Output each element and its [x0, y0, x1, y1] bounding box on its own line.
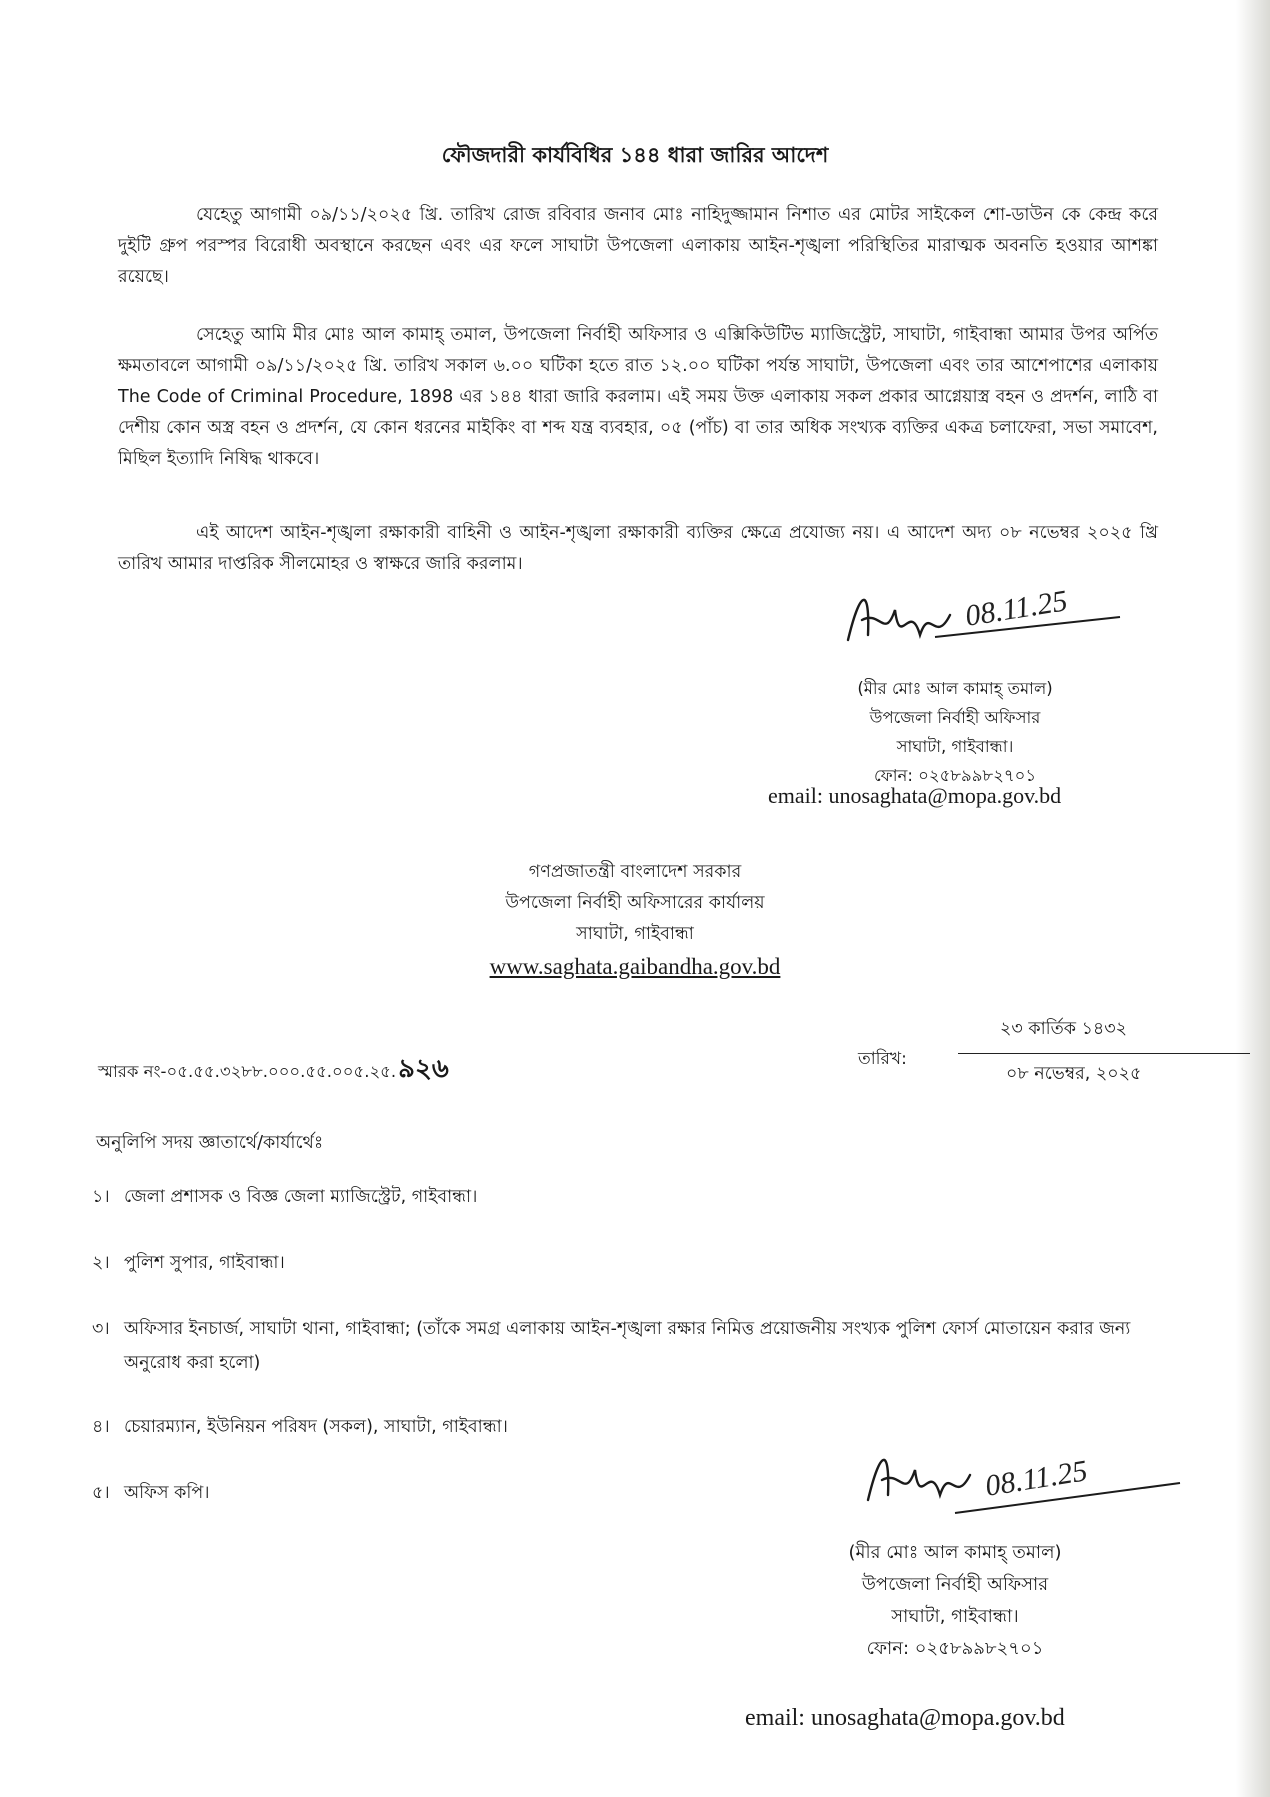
copy-item: ২। পুলিশ সুপার, গাইবান্ধা।: [92, 1253, 285, 1273]
date-label: তারিখ:: [858, 1049, 907, 1069]
copy-item: ৫। অফিস কপি।: [92, 1483, 210, 1503]
signatory-phone: ফোন: ০২৫৮৯৯৮২৭০১: [866, 1638, 1044, 1659]
signatory-location: সাঘাটা, গাইবান্ধা।: [891, 1606, 1019, 1627]
signature-date: 08.11.25: [962, 584, 1070, 633]
office-website-link[interactable]: www.saghata.gaibandha.gov.bd: [489, 954, 781, 979]
memo-number-prefix: স্মারক নং-০৫.৫৫.৩২৮৮.০০০.৫৫.০০৫.২৫.: [98, 1062, 397, 1081]
signatory-email: email: unosaghata@mopa.gov.bd: [768, 783, 1062, 808]
signatory-name: (মীর মোঃ আল কামাহ্ তমাল): [848, 1542, 1062, 1563]
order-title: ফৌজদারী কার্যবিধির ১৪৪ ধারা জারির আদেশ: [441, 143, 829, 167]
memo-number-handwritten: ৯২৬: [398, 1054, 449, 1084]
date-divider: [958, 1053, 1250, 1054]
signature-date-2: 08.11.25: [982, 1454, 1090, 1503]
signatory-phone: ফোন: ০২৫৮৯৯৮২৭০১: [873, 766, 1037, 785]
date-bangla: ২৩ কার্তিক ১৪৩২: [1000, 1019, 1128, 1039]
signatory-designation: উপজেলা নির্বাহী অফিসার: [869, 708, 1041, 727]
memo-number: [98, 1048, 449, 1092]
copy-item: ৩। অফিসার ইনচার্জ, সাঘাটা থানা, গাইবান্ধা; (তাঁকে সমগ্র এলাকায় আইন-শৃঙ্খলা রক্ষার নিমিত্ত প্রয়োজনীয় সংখ্যক পুলিশ ফোর্স মোতায়েন করার জন্য অনুরোধ করা হলো): [92, 1319, 1131, 1373]
paragraph-2-text: সেহেতু আমি মীর মোঃ আল কামাহ্ তমাল, উপজেলা নির্বাহী অফিসার ও এক্সিকিউটিভ ম্যাজিস্ট্রেট, সাঘাটা, গাইবান্ধা আমার উপর অর্পিত ক্ষমতাবলে আগামী ০৯/১১/২০২৫ খ্রি. তারিখ সকাল ৬.০০ ঘটিকা হতে রাত ১২.০০ ঘটিকা পর্যন্ত সাঘাটা, উপজেলা এবং তার আশেপাশের এলাকায় The Code of Criminal Procedure, 1898 এর ১৪৪ ধারা জারি করলাম। এই সময় উক্ত এলাকায় সকল প্রকার আগ্নেয়াস্ত্র বহন ও প্রদর্শন, লাঠি বা দেশীয় কোন অস্ত্র বহন ও প্রদর্শন, যে কোন ধরনের মাইকিং বা শব্দ যন্ত্র ব্যবহার, ০৫ (পাঁচ) বা তার অধিক সংখ্যক ব্যক্তির একত্র চলাফেরা, সভা সমাবেশ, মিছিল ইত্যাদি নিষিদ্ধ থাকবে।: [118, 325, 1158, 469]
date-english: ০৮ নভেম্বর, ২০২৫: [1006, 1064, 1142, 1084]
office-location: সাঘাটা, গাইবান্ধা: [576, 924, 694, 944]
signature-underline: [930, 612, 1130, 642]
office-government: গণপ্রজাতন্ত্রী বাংলাদেশ সরকার: [528, 862, 742, 882]
paragraph-order: [118, 320, 1158, 475]
copy-item: ১। জেলা প্রশাসক ও বিজ্ঞ জেলা ম্যাজিস্ট্রেট, গাইবান্ধা।: [92, 1187, 478, 1207]
signature-underline-2: [950, 1478, 1190, 1518]
signatory-block-2: [790, 1537, 1120, 1665]
copy-heading: অনুলিপি সদয় জ্ঞাতার্থে/কার্যার্থেঃ: [96, 1133, 324, 1153]
signatory-email-2: email: unosaghata@mopa.gov.bd: [745, 1705, 1065, 1731]
paragraph-exemption: [118, 518, 1158, 580]
paragraph-1-text: যেহেতু আগামী ০৯/১১/২০২৫ খ্রি. তারিখ রোজ রবিবার জনাব মোঃ নাহিদুজ্জামান নিশাত এর মোটর সাইকেল শো-ডাউন কে কেন্দ্র করে দুইটি গ্রুপ পরস্পর বিরোধী অবস্থানে করছেন এবং এর ফলে সাঘাটা উপজেলা এলাকায় আইন-শৃঙ্খলা পরিস্থিতির মারাত্মক অবনতি হওয়ার আশঙ্কা রয়েছে।: [118, 205, 1158, 287]
office-name: উপজেলা নির্বাহী অফিসারের কার্যালয়: [505, 893, 765, 913]
paragraph-3-text: এই আদেশ আইন-শৃঙ্খলা রক্ষাকারী বাহিনী ও আইন-শৃঙ্খলা রক্ষাকারী ব্যক্তির ক্ষেত্রে প্রযোজ্য নয়। এ আদেশ অদ্য ০৮ নভেম্বর ২০২৫ খ্রি তারিখ আমার দাপ্তরিক সীলমোহর ও স্বাক্ষরে জারি করলাম।: [118, 523, 1158, 574]
copy-item: ৪। চেয়ারম্যান, ইউনিয়ন পরিষদ (সকল), সাঘাটা, গাইবান্ধা।: [92, 1417, 508, 1437]
signatory-name: (মীর মোঃ আল কামাহ্ তমাল): [857, 679, 1053, 698]
office-header: [0, 857, 1270, 984]
signatory-block: [790, 674, 1120, 790]
signatory-designation: উপজেলা নির্বাহী অফিসার: [861, 1574, 1049, 1595]
paragraph-whereas: [118, 200, 1158, 293]
signatory-location: সাঘাটা, গাইবান্ধা।: [896, 737, 1014, 756]
